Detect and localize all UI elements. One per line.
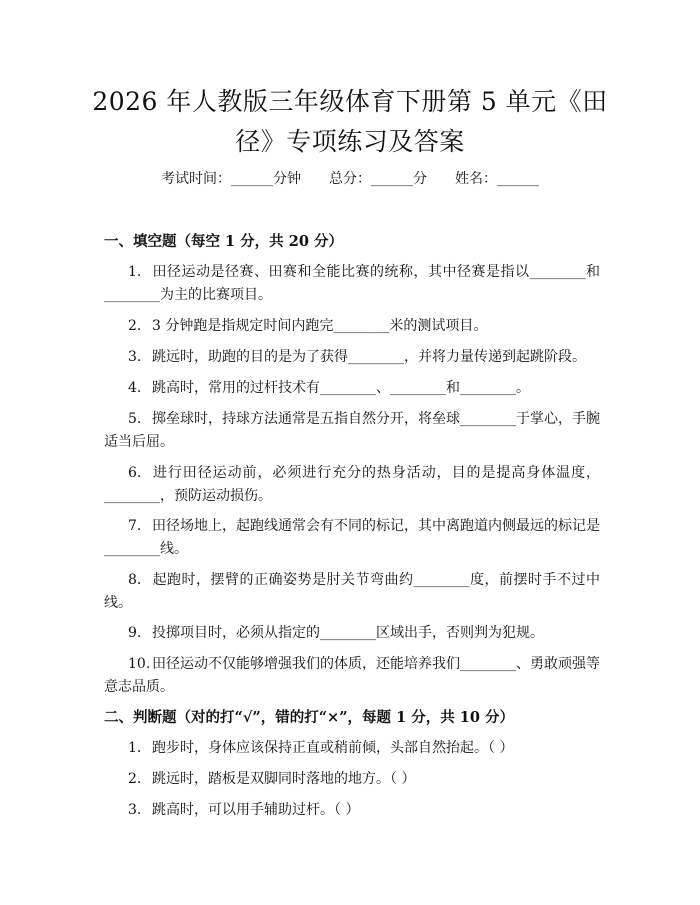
exam-name: 姓名：______ [455, 171, 539, 187]
question-item [104, 768, 600, 791]
question-item [104, 622, 600, 645]
question-item [104, 408, 600, 454]
question-text: 田径场地上，起跑线通常会有不同的标记，其中离跑道内侧最远的标记是________线。 [104, 518, 600, 557]
question-item [104, 261, 600, 307]
question-number: 2. [128, 771, 142, 787]
title-line-2: 径》专项练习及答案 [235, 127, 465, 156]
question-text: 进行田径运动前，必须进行充分的热身活动，目的是提高身体温度，________，预防运动损伤。 [104, 465, 600, 504]
question-text: 投掷项目时，必须从指定的________区域出手，否则判为犯规。 [152, 625, 544, 641]
exam-meta [0, 168, 700, 188]
question-number: 10. [128, 656, 151, 672]
question-number: 7. [128, 518, 142, 534]
question-text: 跳远时，助跑的目的是为了获得________，并将力量传递到起跳阶段。 [152, 349, 586, 365]
question-number: 2. [128, 318, 142, 334]
question-number: 4. [128, 380, 142, 396]
question-text: 田径运动不仅能够增强我们的体质，还能培养我们________、勇敢顽强等意志品质。 [104, 656, 600, 695]
question-number: 9. [128, 625, 142, 641]
section-heading-fill-blank: 一、填空题（每空 1 分，共 20 分） [104, 233, 343, 250]
question-text: 跳高时，可以用手辅助过杆。（ ） [152, 802, 360, 818]
document-title [70, 82, 630, 162]
question-item [104, 737, 600, 760]
exam-score: 总分：______分 [329, 171, 427, 187]
question-item [104, 569, 600, 615]
question-item [104, 315, 600, 338]
question-item [104, 462, 600, 508]
title-line-1: 2026 年人教版三年级体育下册第 5 单元《田 [92, 87, 608, 116]
question-text: 3 分钟跑是指规定时间内跑完________米的测试项目。 [152, 318, 488, 334]
question-number: 6. [128, 465, 142, 481]
question-number: 1. [128, 264, 142, 280]
question-text: 跑步时，身体应该保持正直或稍前倾，头部自然抬起。（ ） [152, 740, 514, 756]
question-item [104, 653, 600, 699]
question-text: 跳高时，常用的过杆技术有________、________和________。 [152, 380, 530, 396]
question-number: 3. [128, 349, 142, 365]
question-item [104, 377, 600, 400]
section-heading-true-false: 二、判断题（对的打“√”，错的打“×”，每题 1 分，共 10 分） [104, 709, 514, 726]
question-number: 8. [128, 572, 142, 588]
question-number: 5. [128, 411, 142, 427]
question-number: 1. [128, 740, 142, 756]
question-text: 田径运动是径赛、田赛和全能比赛的统称，其中径赛是指以________和________为主的比赛项目。 [104, 264, 600, 303]
question-number: 3. [128, 802, 142, 818]
question-text: 跳远时，踏板是双脚同时落地的地方。（ ） [152, 771, 416, 787]
question-text: 掷垒球时，持球方法通常是五指自然分开，将垒球________于掌心，手腕适当后屈。 [104, 411, 600, 450]
exam-time: 考试时间：______分钟 [161, 171, 301, 187]
question-item [104, 515, 600, 561]
question-text: 起跑时，摆臂的正确姿势是肘关节弯曲约________度，前摆时手不过中线。 [104, 572, 600, 611]
question-item [104, 799, 600, 822]
question-item [104, 346, 600, 369]
